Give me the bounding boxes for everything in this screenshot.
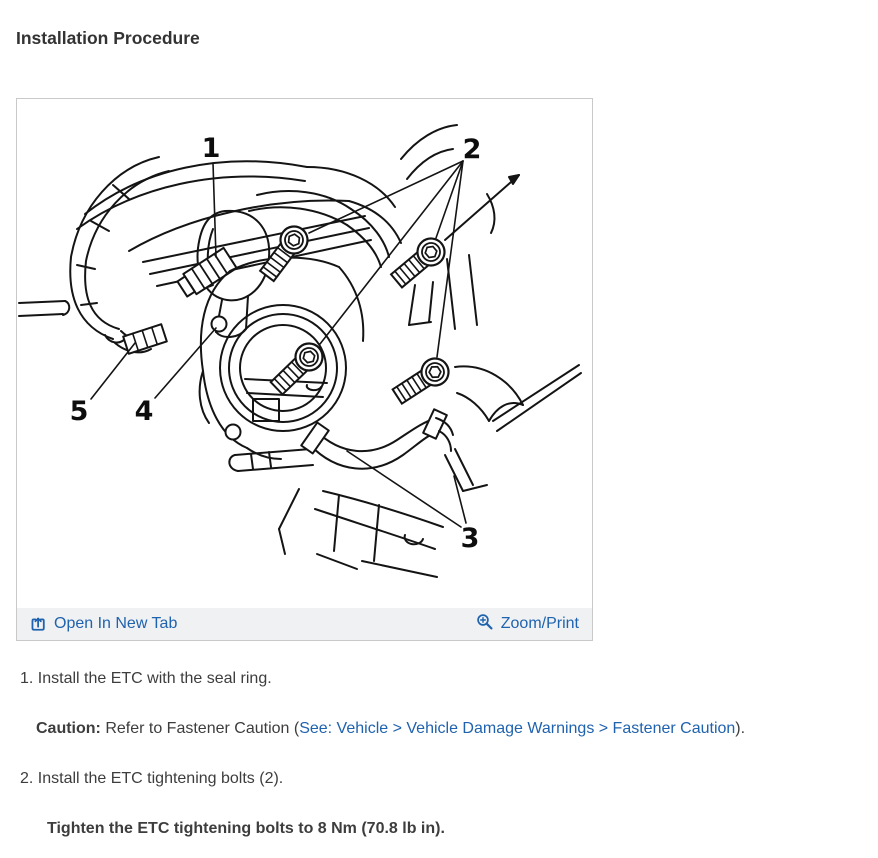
callout-2: 2 xyxy=(462,134,482,165)
figure-toolbar xyxy=(17,608,592,640)
step-1: 1. Install the ETC with the seal ring. xyxy=(20,670,272,687)
caution-close: ). xyxy=(735,720,746,737)
zoom-print-icon xyxy=(476,613,494,631)
caution-label: Caution: xyxy=(36,720,101,737)
callout-1: 1 xyxy=(201,133,221,164)
torque-note: Tighten the ETC tightening bolts to 8 Nm (70.8 lb in). xyxy=(47,820,445,837)
zoom-print-label: Zoom/Print xyxy=(500,615,579,632)
step-2: 2. Install the ETC tightening bolts (2). xyxy=(20,770,284,787)
caution-line xyxy=(36,720,745,738)
zoom-print-link[interactable] xyxy=(476,615,579,633)
page-title: Installation Procedure xyxy=(16,28,200,48)
bolt-icon xyxy=(390,353,454,408)
callout-5: 5 xyxy=(69,396,89,427)
caution-text: Refer to Fastener Caution ( xyxy=(100,720,300,737)
open-in-new-tab-icon xyxy=(30,616,47,633)
open-in-new-tab-link[interactable] xyxy=(30,615,177,633)
callout-3: 3 xyxy=(460,523,480,554)
bolt-icon xyxy=(388,233,450,291)
open-in-new-tab-label: Open In New Tab xyxy=(54,615,178,632)
callout-4: 4 xyxy=(134,396,154,427)
etc-diagram xyxy=(17,99,592,608)
fastener-caution-link[interactable]: See: Vehicle > Vehicle Damage Warnings > Fastener Caution xyxy=(299,720,736,737)
figure-panel xyxy=(16,98,593,641)
